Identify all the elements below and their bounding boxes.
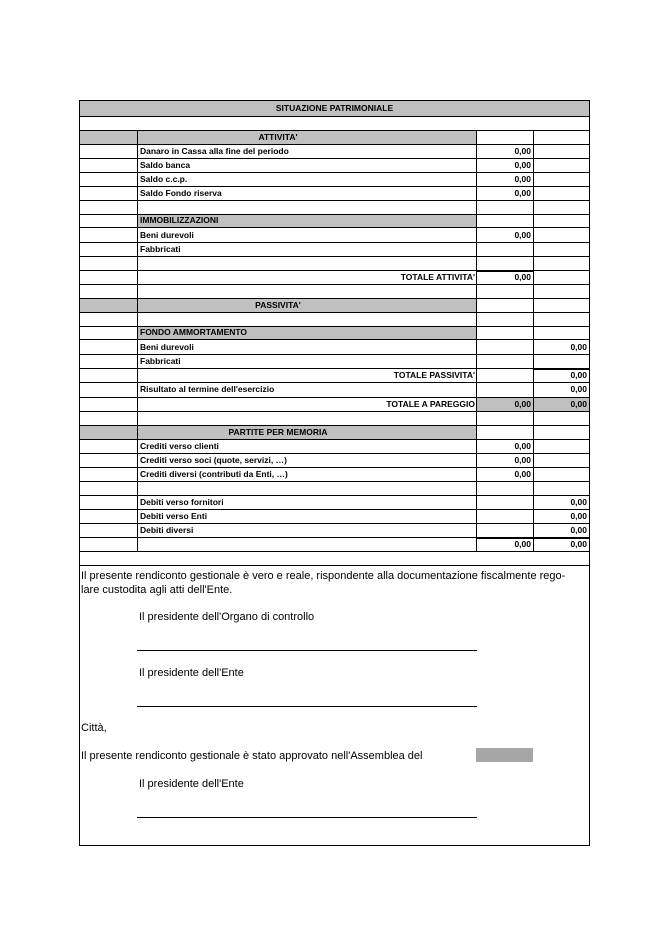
grid-line (80, 439, 589, 440)
grid-line (80, 298, 589, 299)
totale-attivita-value: 0,00 (514, 272, 531, 282)
grid-line (80, 242, 589, 243)
attivita-item-label: Danaro in Cassa alla fine del periodo (140, 146, 289, 156)
grid-line (80, 354, 589, 355)
debiti-label: Debiti verso fornitori (140, 497, 224, 507)
grid-line (80, 116, 589, 117)
grid-line (80, 368, 589, 369)
citta-label: Città, (81, 722, 107, 734)
grid-line (80, 130, 589, 131)
debiti-value: 0,00 (570, 525, 587, 535)
grid-line (80, 397, 589, 398)
grid-line (80, 256, 589, 257)
grid-line (533, 130, 534, 552)
grid-line (80, 551, 589, 552)
totale-passivita-label: TOTALE PASSIVITA' (393, 370, 475, 380)
grid-line (80, 200, 589, 201)
attivita-item-value: 0,00 (514, 188, 531, 198)
balance-sheet (79, 100, 590, 846)
grid-line (80, 227, 589, 228)
attivita-item-label: Saldo c.c.p. (140, 174, 188, 184)
attivita-item-label: Saldo Fondo riserva (140, 188, 222, 198)
immobilizzazioni-item-label: Beni durevoli (140, 230, 194, 240)
pareggio-label: TOTALE A PAREGGIO (386, 399, 475, 409)
signature-line (137, 650, 477, 651)
attivita-header: ATTIVITA' (258, 132, 298, 142)
fondo-item-label: Fabbricati (140, 356, 181, 366)
grid-line (80, 467, 589, 468)
fondo-item-value: 0,00 (570, 342, 587, 352)
risultato-value: 0,00 (570, 384, 587, 394)
pareggio-value: 0,00 (514, 399, 531, 409)
debiti-label: Debiti diversi (140, 525, 194, 535)
immobilizzazioni-item-value: 0,00 (514, 230, 531, 240)
crediti-value: 0,00 (514, 469, 531, 479)
crediti-label: Crediti diversi (contributi da Enti, …) (140, 469, 288, 479)
grid-line (80, 453, 589, 454)
signature-label-ente: Il presidente dell'Ente (139, 778, 244, 790)
sheet-title: SITUAZIONE PATRIMONIALE (275, 103, 394, 113)
grid-line (80, 158, 589, 159)
grid-line (80, 411, 589, 412)
attivita-item-value: 0,00 (514, 160, 531, 170)
attivita-item-label: Saldo banca (140, 160, 191, 170)
grid-line (80, 339, 589, 340)
grid-line (80, 509, 589, 510)
memoria-totale-value: 0,00 (570, 539, 587, 549)
attivita-item-value: 0,00 (514, 146, 531, 156)
attivita-item-value: 0,00 (514, 174, 531, 184)
crediti-value: 0,00 (514, 441, 531, 451)
signature-line (137, 706, 477, 707)
passivita-header: PASSIVITA' (255, 300, 301, 310)
crediti-value: 0,00 (514, 455, 531, 465)
pareggio-value: 0,00 (570, 399, 587, 409)
crediti-label: Crediti verso clienti (140, 441, 219, 451)
grid-line (80, 495, 589, 496)
risultato-label: Risultato al termine dell'esercizio (140, 384, 275, 394)
grid-line (80, 425, 589, 426)
memoria-header: PARTITE PER MEMORIA (228, 427, 328, 437)
declaration-line: lare custodita agli atti dell'Ente. (81, 584, 233, 596)
debiti-value: 0,00 (570, 511, 587, 521)
grid-line (80, 144, 589, 145)
debiti-value: 0,00 (570, 497, 587, 507)
grid-line (80, 523, 589, 524)
signature-label-controllo: Il presidente dell'Organo di controllo (139, 611, 315, 623)
signature-label-ente: Il presidente dell'Ente (139, 667, 244, 679)
grid-line (80, 312, 589, 313)
memoria-totale-value: 0,00 (514, 539, 531, 549)
grid-line (80, 172, 589, 173)
grid-line (80, 382, 589, 383)
debiti-label: Debiti verso Enti (140, 511, 208, 521)
immobilizzazioni-item-label: Fabbricati (140, 244, 181, 254)
approvato-label: Il presente rendiconto gestionale è stato approvato nell'Assemblea del (81, 750, 423, 762)
grid-line (80, 284, 589, 285)
totale-passivita-value: 0,00 (570, 370, 587, 380)
signature-line (137, 817, 477, 818)
crediti-label: Crediti verso soci (quote, servizi, …) (140, 455, 287, 465)
fondo-item-label: Beni durevoli (140, 342, 194, 352)
grid-line (80, 481, 589, 482)
fondo-header: FONDO AMMORTAMENTO (140, 327, 248, 337)
totale-attivita-label: TOTALE ATTIVITA' (400, 272, 475, 282)
grid-line (80, 186, 589, 187)
immobilizzazioni-header: IMMOBILIZZAZIONI (140, 215, 219, 225)
grid-line (80, 565, 589, 566)
assemblea-date-field[interactable] (476, 748, 533, 762)
grid-line (137, 130, 138, 552)
declaration-line: Il presente rendiconto gestionale è vero e reale, rispondente alla documentazione fiscalmente rego- (81, 570, 566, 582)
